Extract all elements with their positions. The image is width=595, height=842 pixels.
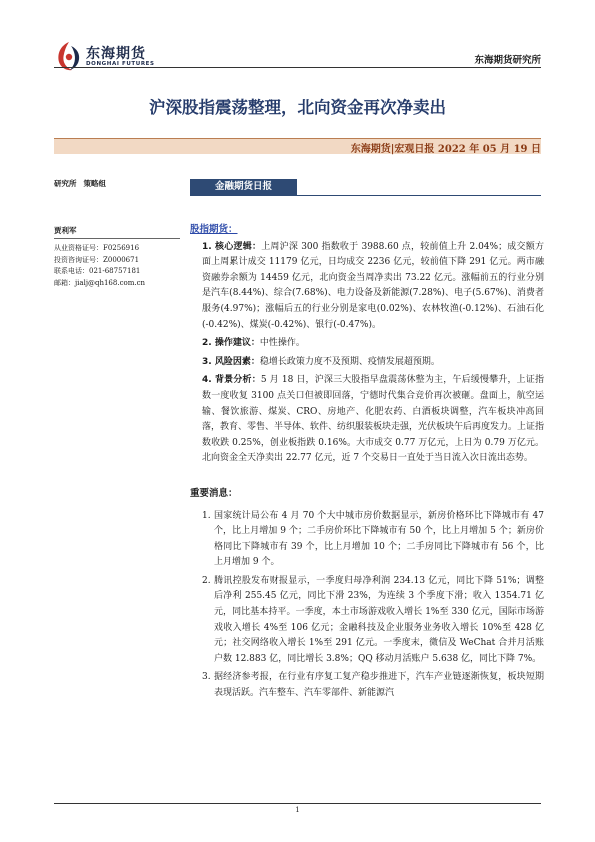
- news-item: [190, 509, 544, 571]
- news-number: 3.: [202, 672, 211, 683]
- report-body: [190, 222, 544, 705]
- institute-name: 东海期货研究所: [474, 55, 541, 66]
- news-item: [190, 670, 544, 701]
- department-line: [54, 178, 180, 189]
- news-text: 腾讯控股发布财报显示，一季度归母净利润 234.13 亿元，同比下降 51%；调整后净利 255.45 亿元，同比下滑 23%，为连续 3 个季度下滑；收入 1354.71 亿元，同比基本持平。一季度，本土市场游戏收入增长 1%至 330 亿元，国际市场游戏收入增长 4%至 106 亿元；金融科技及企业服务业务收入增长 10%至 428 亿元；社交网络收入增长 1%至 291 亿元。一季度末，微信及 WeChat 合并月活账户数 12.883 亿，同比增长 3.8%；QQ 移动月活账户 5.638 亿，同比下降 7%。: [214, 575, 544, 664]
- qualification-number: 从业资格证号：F0256916: [54, 244, 140, 252]
- news-item: [190, 574, 544, 668]
- advisory-number: 投资咨询证号：Z0000671: [54, 255, 140, 264]
- operation-advice-text: 中性操作。: [259, 338, 305, 349]
- core-logic-text: 上周沪深 300 指数收于 3988.60 点，较前值上升 2.04%；成交额方面上周累计成交 11179 亿元，日均成交 2236 亿元，较前值下降 291 亿元。两市融资融券余额为 14459 亿元，北向资金当周净卖出 73.22 亿元。涨幅前五的行业分别是汽车(8.44%)、综合(7.68%)、电力设备及新能源(7.28%)、电子(5.67%)、消费者服务(4.97%)；涨幅后五的行业分别是家电(0.02%)、农林牧渔(-0.12%)、石油石化(-0.42%)、煤炭(-0.42%)、银行(-0.47%)。: [202, 241, 544, 330]
- news-number: 2.: [202, 575, 211, 586]
- background-paragraph: [190, 373, 544, 467]
- risk-factors-label: 3. 风险因素：: [202, 356, 260, 367]
- section-divider: [190, 195, 541, 196]
- report-date-text: 东海期货|宏观日报 2022 年 05 月 19 日: [350, 144, 541, 155]
- contact-email: 邮箱：jialj@qh168.com.cn: [54, 278, 145, 287]
- operation-advice-label: 2. 操作建议：: [202, 338, 260, 349]
- contact-phone: 联系电话：021-68757181: [54, 267, 141, 275]
- report-title: 沪深股指震荡整理，北向资金再次净卖出: [149, 98, 446, 117]
- section-tab-financial-futures: 金融期货日报: [190, 179, 297, 195]
- news-heading: 重要消息：: [190, 487, 238, 499]
- company-logo: [54, 40, 174, 74]
- stock-index-heading: 股指期货：: [190, 224, 238, 235]
- team-name: 策略组: [83, 179, 106, 188]
- analyst-sidebar: [54, 178, 180, 289]
- page-number: 1: [295, 806, 300, 814]
- news-text: 国家统计局公布 4 月 70 个大中城市房价数据显示，新房价格环比下降城市有 47 个，比上月增加 9 个；二手房价环比下降城市有 50 个，比上月增加 5 个；新房价格同比下降城市有 39 个，比上月增加 10 个；二手房同比下降城市有 56 个，比上月增加 9 个。: [214, 510, 544, 568]
- logo-english-text: DONGHAI FUTURES: [86, 61, 155, 67]
- background-text: 5 月 18 日，沪深三大股指早盘震荡休整为主，午后缓慢攀升，上证指数一度收复 3100 点关口但被即回落，宁德时代集合竞价再次被砸。盘面上，航空运输、餐饮旅游、煤炭、CRO、房地产、化肥农药、白酒板块调整，汽车板块冲高回落，教育、零售、半导体、软件、纺织服装板块走强，光伏板块午后再度发力。上证指数收跌 0.25%，创业板指跌 0.16%。大市成交 0.77 万亿元，上日为 0.79 万亿元。北向资金全天净卖出 22.77 亿元，近 7 个交易日一直处于当日流入次日流出态势。: [202, 375, 545, 464]
- news-number: 1.: [202, 510, 211, 521]
- operation-advice-paragraph: [190, 336, 544, 352]
- department-name: 研究所: [54, 179, 77, 188]
- header-divider: [54, 67, 541, 68]
- news-text: 据经济参考报，在行业有序复工复产稳步推进下，汽车产业链逐渐恢复，板块短期表现活跃。汽车整车、汽车零部件、新能源汽: [214, 672, 544, 699]
- background-label: 4. 背景分析：: [202, 375, 261, 386]
- risk-factors-text: 稳增长政策力度不及预期、疫情发展超预期。: [259, 356, 440, 367]
- core-logic-paragraph: [190, 240, 544, 334]
- report-date-bar: [54, 138, 541, 154]
- analyst-name: 贾利军: [54, 225, 180, 239]
- risk-factors-paragraph: [190, 355, 544, 371]
- logo-chinese-text: 东海期货: [86, 46, 146, 62]
- core-logic-label: 1. 核心逻辑：: [202, 241, 262, 252]
- footer-divider: [54, 803, 541, 804]
